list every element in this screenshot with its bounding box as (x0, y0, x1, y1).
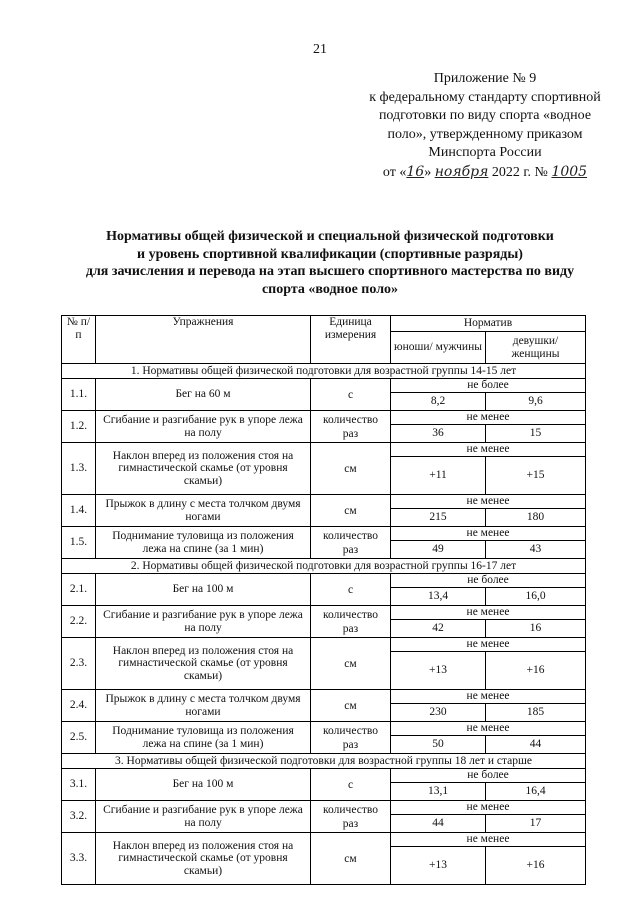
table-row (62, 769, 586, 783)
exercise-name: Наклон вперед из положения стоя на гимнастической скамье (от уровня скамьи) (96, 833, 311, 885)
exercise-name: Наклон вперед из положения стоя на гимнастической скамье (от уровня скамьи) (96, 443, 311, 495)
table-row (62, 527, 586, 541)
handwritten-number: 1005 (551, 163, 588, 180)
table-row (62, 411, 586, 425)
appendix-line: поло», утвержденному приказом (387, 126, 583, 142)
exercise-name: Бег на 100 м (96, 769, 311, 801)
female-value: +16 (486, 847, 586, 885)
section-title: 1. Нормативы общей физической подготовки для возрастной группы 14-15 лет (62, 364, 586, 379)
document-title (40, 228, 620, 298)
title-line: для зачисления и перевода на этап высшего спортивного мастерства по виду (85, 264, 575, 279)
header-male: юноши/ мужчины (391, 332, 486, 364)
unit: см (311, 833, 391, 885)
handwritten-day: 16 (406, 163, 425, 180)
title-line: Нормативы общей физической и специальной физической подготовки (106, 229, 554, 244)
table-row (62, 801, 586, 815)
table-row (62, 495, 586, 509)
male-value: 36 (391, 425, 486, 443)
norm-condition: не менее (391, 638, 586, 652)
row-number: 3.2. (62, 801, 96, 833)
norm-condition: не менее (391, 411, 586, 425)
appendix-line: к федеральному стандарту спортивной (369, 89, 601, 105)
unit: см (311, 443, 391, 495)
table-row (62, 722, 586, 736)
female-value: 17 (486, 815, 586, 833)
female-value: +16 (486, 652, 586, 690)
female-value: 15 (486, 425, 586, 443)
exercise-name: Наклон вперед из положения стоя на гимнастической скамье (от уровня скамьи) (96, 638, 311, 690)
female-value: 16,0 (486, 588, 586, 606)
unit: количество раз (311, 606, 391, 638)
exercise-name: Поднимание туловища из положения лежа на спине (за 1 мин) (96, 722, 311, 754)
male-value: 13,4 (391, 588, 486, 606)
unit: с (311, 574, 391, 606)
table-row (62, 379, 586, 393)
date-prefix: от « (382, 164, 407, 180)
male-value: 49 (391, 541, 486, 559)
male-value: 50 (391, 736, 486, 754)
unit: количество раз (311, 411, 391, 443)
table-row (62, 606, 586, 620)
norm-condition: не менее (391, 443, 586, 457)
female-value: 43 (486, 541, 586, 559)
header-unit: Единица измерения (311, 316, 391, 364)
table-row (62, 690, 586, 704)
exercise-name: Прыжок в длину с места толчком двумя ногами (96, 690, 311, 722)
row-number: 2.5. (62, 722, 96, 754)
row-number: 1.4. (62, 495, 96, 527)
female-value: 185 (486, 704, 586, 722)
norm-condition: не менее (391, 495, 586, 509)
norm-condition: не более (391, 379, 586, 393)
female-value: 16,4 (486, 783, 586, 801)
male-value: 44 (391, 815, 486, 833)
exercise-name: Сгибание и разгибание рук в упоре лежа на полу (96, 801, 311, 833)
section-title: 2. Нормативы общей физической подготовки для возрастной группы 16-17 лет (62, 559, 586, 574)
table-row (62, 833, 586, 847)
female-value: +15 (486, 457, 586, 495)
section-title: 3. Нормативы общей физической подготовки для возрастной группы 18 лет и старше (62, 754, 586, 769)
exercise-name: Прыжок в длину с места толчком двумя ногами (96, 495, 311, 527)
female-value: 16 (486, 620, 586, 638)
header-num: № п/п (62, 316, 96, 364)
male-value: 215 (391, 509, 486, 527)
male-value: +11 (391, 457, 486, 495)
unit: с (311, 379, 391, 411)
exercise-name: Поднимание туловища из положения лежа на спине (за 1 мин) (96, 527, 311, 559)
row-number: 2.4. (62, 690, 96, 722)
female-value: 44 (486, 736, 586, 754)
norm-condition: не более (391, 574, 586, 588)
norm-condition: не менее (391, 801, 586, 815)
exercise-name: Бег на 60 м (96, 379, 311, 411)
norm-condition: не менее (391, 527, 586, 541)
table-row (62, 638, 586, 652)
male-value: +13 (391, 652, 486, 690)
row-number: 1.3. (62, 443, 96, 495)
norm-condition: не менее (391, 833, 586, 847)
handwritten-month: ноября (434, 163, 489, 180)
exercise-name: Сгибание и разгибание рук в упоре лежа на полу (96, 411, 311, 443)
row-number: 2.1. (62, 574, 96, 606)
male-value: 42 (391, 620, 486, 638)
exercise-name: Сгибание и разгибание рук в упоре лежа на полу (96, 606, 311, 638)
appendix-header (340, 70, 630, 182)
unit: количество раз (311, 722, 391, 754)
date-mid: » (424, 164, 432, 180)
header-female: девушки/ женщины (486, 332, 586, 364)
female-value: 9,6 (486, 393, 586, 411)
title-line: и уровень спортивной квалификации (спортивные разряды) (137, 246, 523, 262)
norm-condition: не более (391, 769, 586, 783)
norms-table (61, 315, 586, 885)
male-value: 8,2 (391, 393, 486, 411)
table-row (62, 443, 586, 457)
unit: см (311, 690, 391, 722)
header-exercise: Упражнения (96, 316, 311, 364)
unit: с (311, 769, 391, 801)
norm-condition: не менее (391, 606, 586, 620)
page-number: 21 (313, 42, 327, 57)
row-number: 1.1. (62, 379, 96, 411)
norm-condition: не менее (391, 690, 586, 704)
male-value: +13 (391, 847, 486, 885)
unit: см (311, 495, 391, 527)
unit: см (311, 638, 391, 690)
unit: количество раз (311, 801, 391, 833)
appendix-line: Приложение № 9 (433, 71, 537, 86)
row-number: 1.2. (62, 411, 96, 443)
norm-condition: не менее (391, 722, 586, 736)
header-norm: Норматив (391, 316, 586, 332)
exercise-name: Бег на 100 м (96, 574, 311, 606)
row-number: 3.3. (62, 833, 96, 885)
unit: количество раз (311, 527, 391, 559)
date-year: 2022 г. № (491, 164, 548, 180)
order-date-line (340, 163, 630, 183)
row-number: 2.3. (62, 638, 96, 690)
female-value: 180 (486, 509, 586, 527)
male-value: 13,1 (391, 783, 486, 801)
appendix-line: подготовки по виду спорта «водное (378, 108, 592, 123)
appendix-line: Минспорта России (428, 145, 542, 160)
norms-table-body (62, 364, 586, 885)
row-number: 3.1. (62, 769, 96, 801)
male-value: 230 (391, 704, 486, 722)
row-number: 2.2. (62, 606, 96, 638)
table-row (62, 574, 586, 588)
row-number: 1.5. (62, 527, 96, 559)
title-line: спорта «водное поло» (261, 281, 399, 297)
